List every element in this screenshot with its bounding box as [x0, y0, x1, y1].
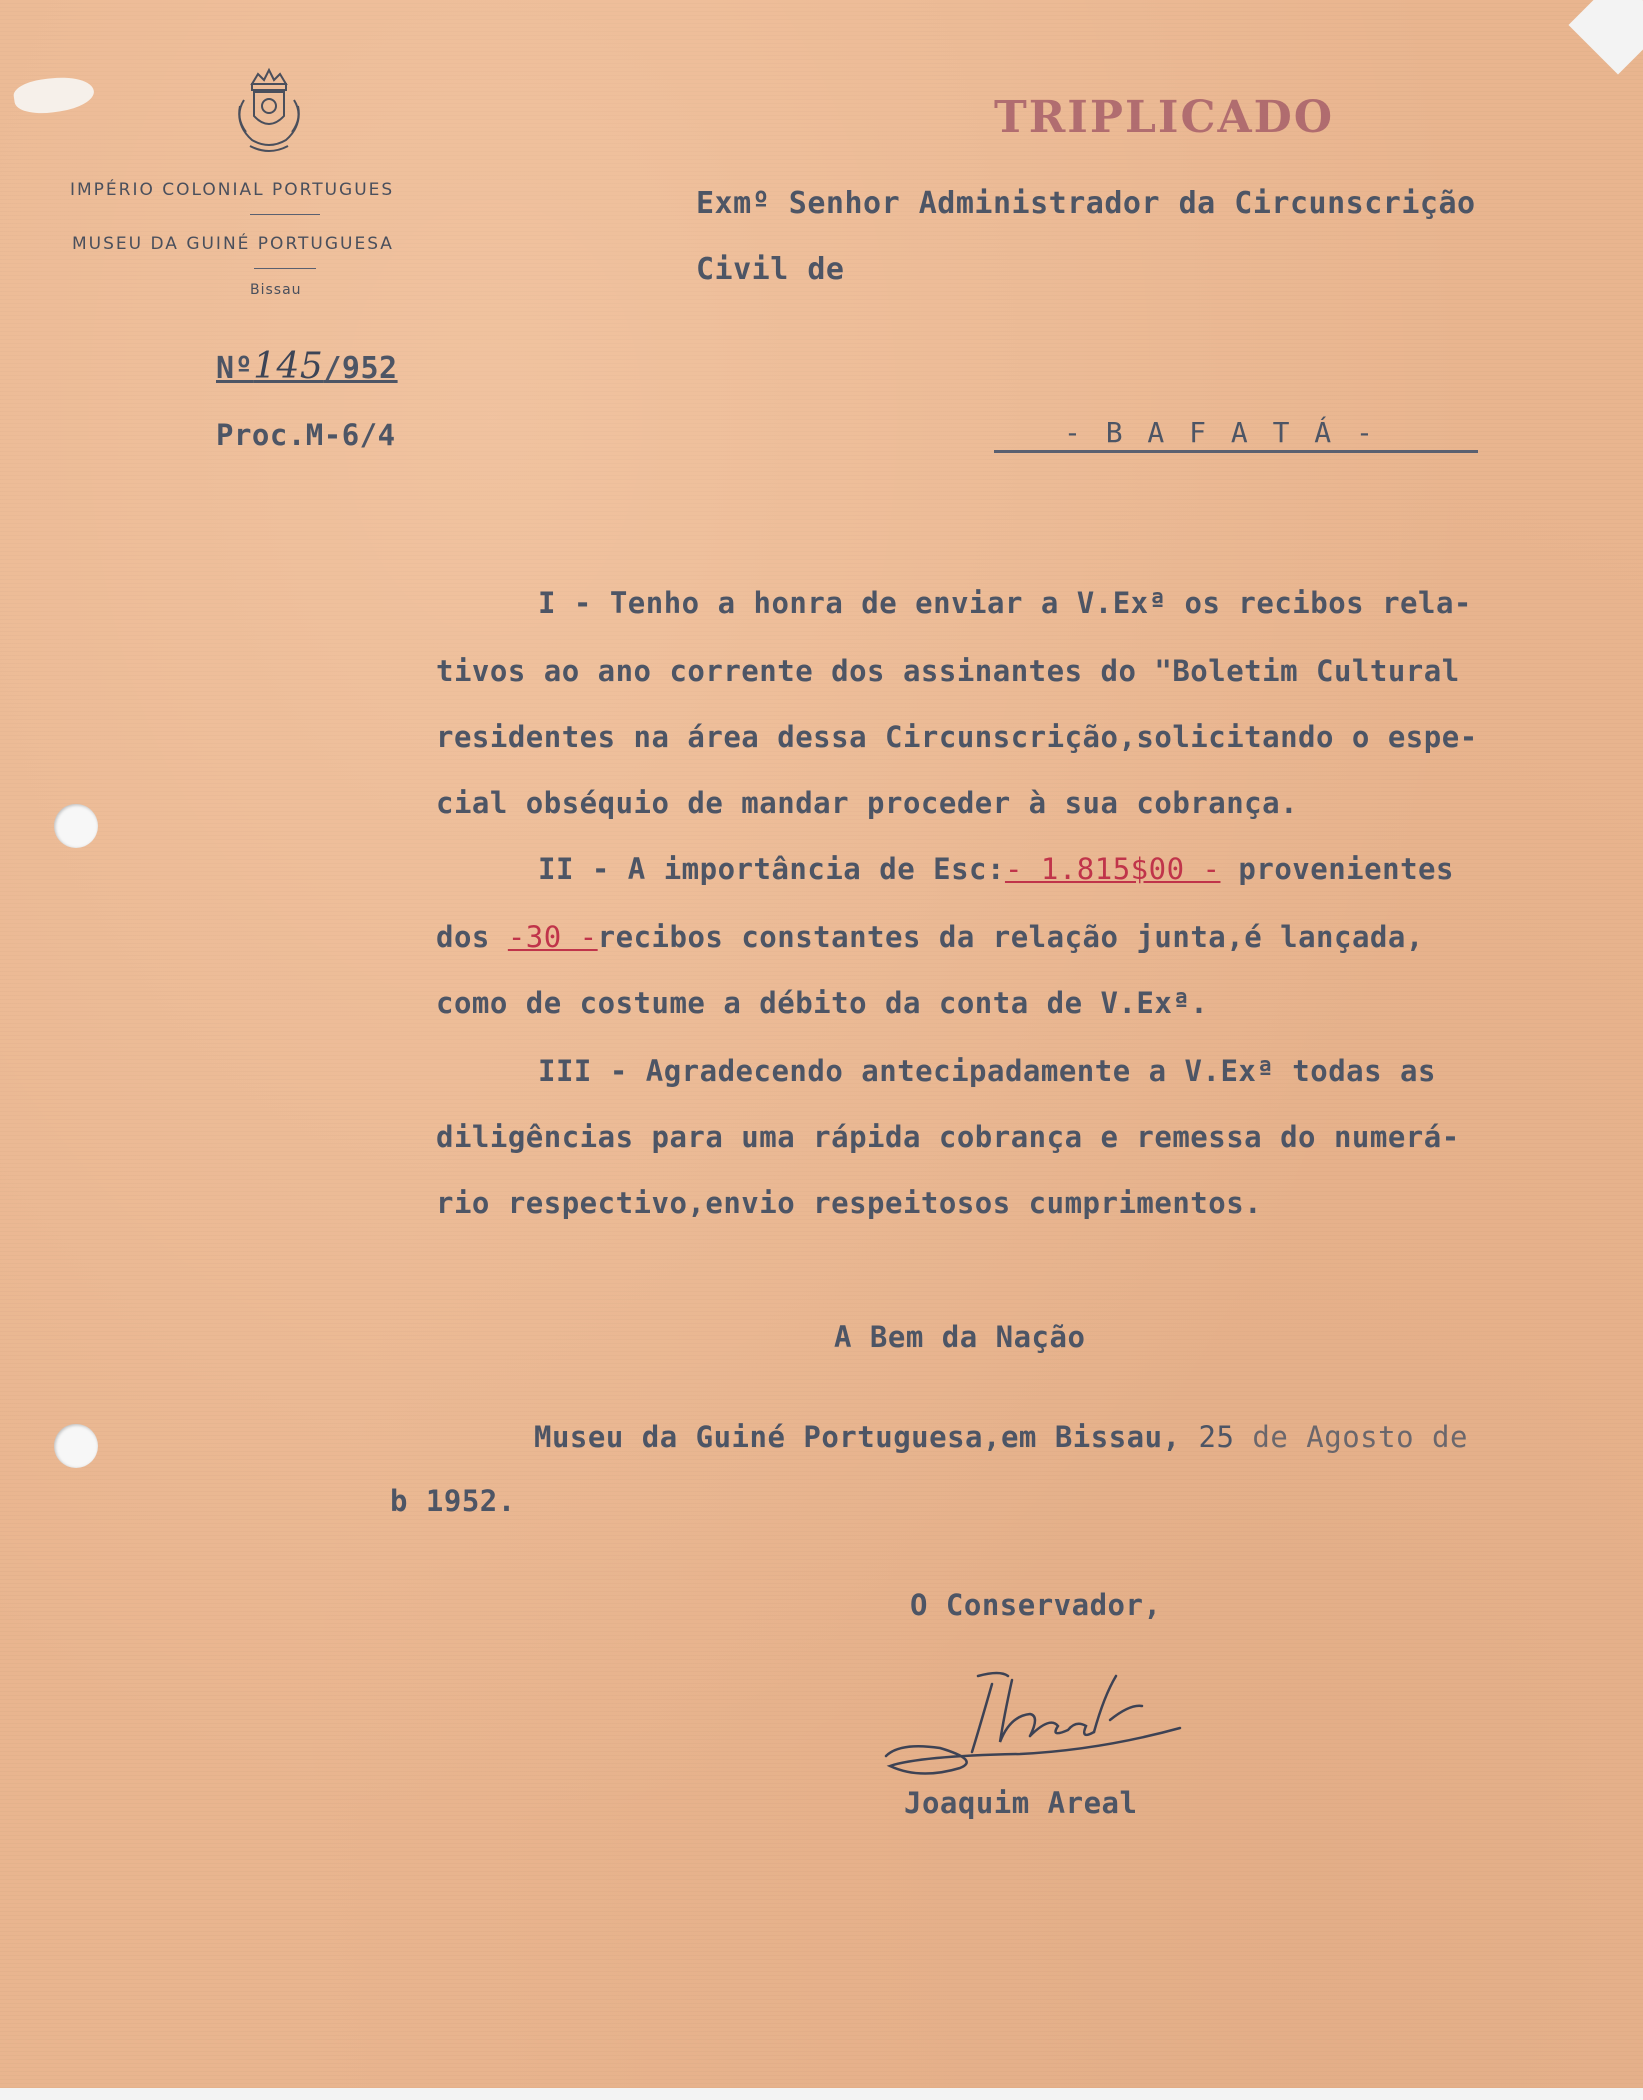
paragraph-3-line-3: rio respectivo,envio respeitosos cumprimentos.: [436, 1186, 1263, 1220]
paragraph-2-line-1: [538, 852, 1454, 886]
paragraph-1-line-1: I - Tenho a honra de enviar a V.Exª os recibos rela-: [538, 586, 1472, 620]
torn-corner: [12, 73, 96, 118]
date-day: 25: [1198, 1420, 1235, 1454]
addressee-line-1: Exmº Senhor Administrador da Circunscrição: [696, 186, 1476, 221]
paragraph-2-line-2: [436, 920, 1424, 954]
reference-number-handwritten: 145: [253, 346, 324, 387]
signatory-name: Joaquim Areal: [904, 1786, 1138, 1820]
letterhead-empire: IMPÉRIO COLONIAL PORTUGUES: [70, 180, 395, 200]
paragraph-2-text-d: recibos constantes da relação junta,é lançada,: [597, 920, 1424, 954]
reference-number-prefix: Nº: [216, 351, 254, 386]
paragraph-1-line-3: residentes na área dessa Circunscrição,solicitando o espe-: [436, 720, 1478, 754]
reference-number: [216, 346, 398, 387]
handwritten-signature: [880, 1656, 1210, 1796]
addressee-line-2: Civil de: [696, 252, 845, 287]
place-date-line: [534, 1420, 1468, 1454]
paragraph-1-line-4: cial obséquio de mandar proceder à sua cobrança.: [436, 786, 1299, 820]
paragraph-2-text-b: provenientes: [1220, 852, 1454, 886]
signatory-title: O Conservador,: [910, 1588, 1162, 1622]
closing-motto: A Bem da Nação: [834, 1320, 1086, 1354]
paragraph-3-line-2: diligências para uma rápida cobrança e remessa do numerá-: [436, 1120, 1460, 1154]
amount-value: - 1.815$00 -: [1004, 852, 1221, 886]
receipt-count: -30 -: [507, 920, 598, 954]
paragraph-2-text-a: II - A importância de Esc:: [538, 852, 1005, 886]
letterhead-divider-2: [254, 268, 316, 269]
paragraph-2-text-c: dos: [436, 920, 508, 954]
paragraph-1-line-2: tivos ao ano corrente dos assinantes do "Boletim Cultural: [436, 654, 1460, 688]
date-year: b 1952.: [390, 1484, 516, 1518]
punch-hole-lower: [54, 1424, 98, 1468]
punch-hole-upper: [54, 804, 98, 848]
process-number: Proc.M-6/4: [216, 418, 396, 452]
addressee-place: - B A F A T Á -: [1064, 416, 1377, 449]
addressee-underline: [994, 450, 1478, 453]
letterhead-city: Bissau: [250, 282, 302, 298]
date-month: de Agosto de: [1234, 1420, 1468, 1454]
reference-number-suffix: /952: [323, 351, 398, 386]
letterhead-museum: MUSEU DA GUINÉ PORTUGUESA: [72, 234, 394, 254]
paragraph-2-line-3: como de costume a débito da conta de V.Exª.: [436, 986, 1209, 1020]
place-date-text: Museu da Guiné Portuguesa,em Bissau,: [534, 1420, 1199, 1454]
triplicate-stamp: TRIPLICADO: [994, 92, 1335, 143]
folded-corner: [1569, 0, 1643, 74]
paragraph-3-line-1: III - Agradecendo antecipadamente a V.Exª todas as: [538, 1054, 1436, 1088]
coat-of-arms-icon: [232, 66, 306, 158]
letterhead-divider-1: [250, 214, 320, 215]
